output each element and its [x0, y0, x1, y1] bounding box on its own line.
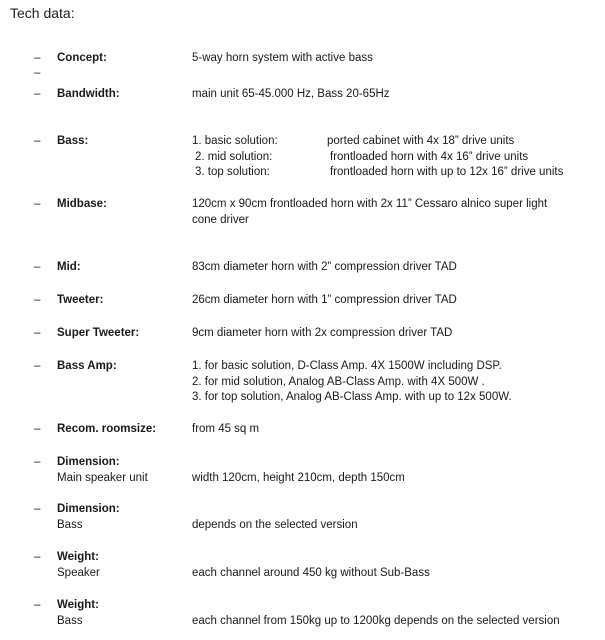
bullet-dash: –	[34, 503, 41, 515]
spec-label: Bass:	[57, 135, 89, 147]
spec-value: 83cm diameter horn with 2” compression driver TAD	[192, 261, 457, 273]
spec-sublabel: Bass	[57, 518, 83, 531]
spec-value-line: 3. for top solution, Analog AB-Class Amp. with up to 12x 500W.	[192, 391, 512, 403]
spec-value: 5-way horn system with active bass	[192, 52, 373, 64]
spec-value: 26cm diameter horn with 1” compression driver TAD	[192, 294, 457, 306]
spec-value: each channel from 150kg up to 1200kg depends on the selected version	[192, 614, 560, 627]
spec-label: Mid:	[57, 261, 81, 273]
bullet-dash: –	[34, 551, 41, 563]
bullet-dash: –	[34, 261, 41, 273]
spec-value-line: 1. for basic solution, D-Class Amp. 4X 1500W including DSP.	[192, 360, 502, 372]
spec-label: Recom. roomsize:	[57, 423, 157, 435]
spec-label: Dimension:	[57, 503, 120, 515]
bullet-dash: –	[34, 88, 41, 100]
bullet-dash: –	[34, 135, 41, 147]
spec-label: Concept:	[57, 52, 107, 64]
bullet-dash: –	[34, 198, 41, 210]
spec-sublabel: Bass	[57, 614, 83, 627]
bass-option-key: 2. mid solution:	[195, 150, 273, 163]
spec-value: width 120cm, height 210cm, depth 150cm	[192, 471, 405, 484]
bullet-dash: –	[34, 327, 41, 339]
spec-sublabel: Speaker	[57, 566, 100, 579]
spec-sublabel: Main speaker unit	[57, 471, 148, 484]
bass-option-desc: frontloaded horn with 4x 16” drive units	[330, 150, 529, 163]
bass-option-desc: ported cabinet with 4x 18” drive units	[327, 135, 515, 147]
bass-option-descs	[327, 134, 563, 181]
bass-options	[192, 134, 278, 181]
bullet-dash: –	[34, 423, 41, 435]
spec-value: depends on the selected version	[192, 518, 358, 531]
spec-value-line: 2. for mid solution, Analog AB-Class Amp. with 4X 500W .	[192, 375, 485, 388]
spec-value-line: cone driver	[192, 213, 249, 226]
spec-label: Tweeter:	[57, 294, 104, 306]
page-title: Tech data:	[10, 5, 75, 21]
bullet-dash: –	[34, 52, 41, 64]
spec-value-line: 120cm x 90cm frontloaded horn with 2x 11” Cessaro alnico super light	[192, 198, 548, 210]
spec-label: Super Tweeter:	[57, 327, 140, 339]
spec-value: main unit 65-45.000 Hz, Bass 20-65Hz	[192, 88, 390, 100]
spec-label: Midbase:	[57, 198, 107, 210]
spec-value: 9cm diameter horn with 2x compression driver TAD	[192, 327, 453, 339]
spec-label: Weight:	[57, 599, 99, 611]
spec-label: Bandwidth:	[57, 88, 120, 100]
bullet-dash: –	[34, 599, 41, 611]
spec-label: Dimension:	[57, 456, 120, 468]
spec-value: each channel around 450 kg without Sub-Bass	[192, 566, 430, 579]
bullet-dash: –	[34, 456, 41, 468]
bullet-dash: –	[34, 294, 41, 306]
bass-option-desc: frontloaded horn with up to 12x 16” drive units	[330, 166, 564, 178]
bass-option-key: 3. top solution:	[195, 166, 270, 178]
bullet-dash: –	[34, 360, 41, 372]
bullet-dash: –	[34, 67, 41, 79]
bass-option-key: 1. basic solution:	[192, 135, 278, 147]
spec-label: Weight:	[57, 551, 99, 563]
spec-label: Bass Amp:	[57, 360, 117, 372]
spec-value: from 45 sq m	[192, 423, 260, 435]
